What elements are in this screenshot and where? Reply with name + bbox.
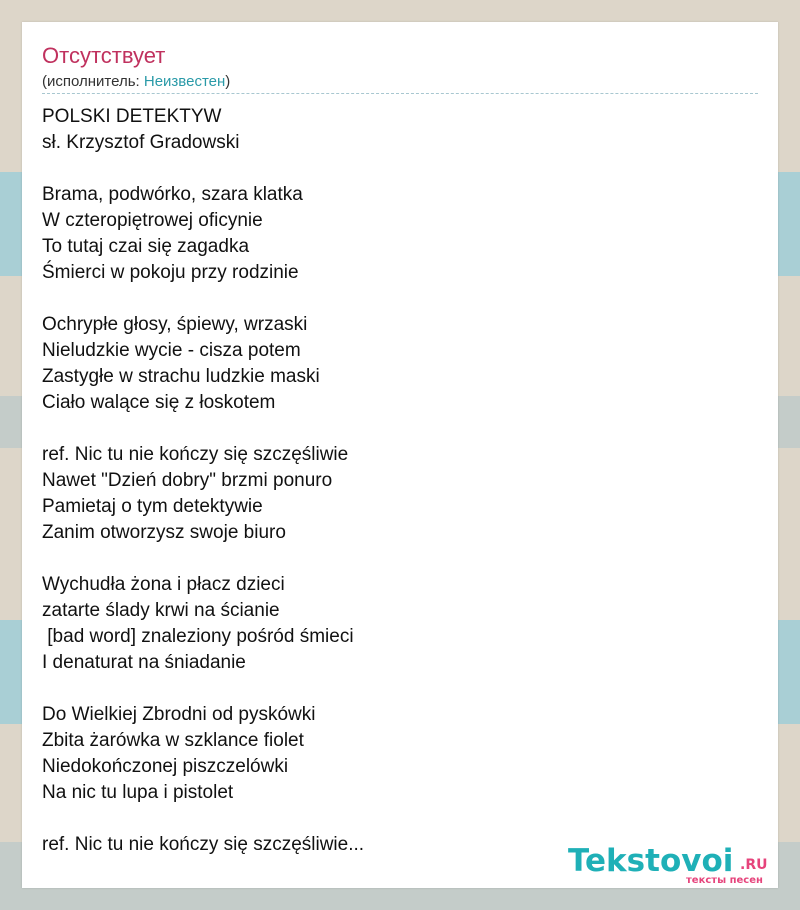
lyric-line: Na nic tu lupa i pistolet xyxy=(42,782,234,803)
lyric-line: I denaturat na śniadanie xyxy=(42,652,246,673)
divider xyxy=(42,93,758,94)
lyric-line: Ciało walące się z łoskotem xyxy=(42,392,276,413)
lyric-line xyxy=(42,546,742,572)
artist-link[interactable]: Неизвестен xyxy=(143,73,226,90)
lyric-line: To tutaj czai się zagadka xyxy=(42,236,250,257)
logo-tagline: тексты песен xyxy=(686,875,763,886)
lyric-line: ref. Nic tu nie kończy się szczęśliwie xyxy=(42,444,349,465)
artist-prefix: (исполнитель: xyxy=(42,73,144,90)
lyric-line: Zbita żarówka w szklance fiolet xyxy=(42,730,304,751)
lyric-line: Śmierci w pokoju przy rodzinie xyxy=(42,262,299,283)
lyric-line xyxy=(42,676,742,702)
lyric-line: Niedokończonej piszczelówki xyxy=(42,756,289,777)
lyric-line xyxy=(42,416,742,442)
lyric-line: ref. Nic tu nie kończy się szczęśliwie... xyxy=(42,834,365,855)
artist-line xyxy=(42,73,230,91)
lyric-line: POLSKI DETEKTYW xyxy=(42,106,222,127)
lyric-line: Zastygłe w strachu ludzkie maski xyxy=(42,366,320,387)
lyric-line: sł. Krzysztof Gradowski xyxy=(42,132,240,153)
artist-suffix: ) xyxy=(225,73,231,90)
lyric-line: Nieludzkie wycie - cisza potem xyxy=(42,340,301,361)
lyric-line: zatarte ślady krwi na ścianie xyxy=(42,600,280,621)
lyric-line: Zanim otworzysz swoje biuro xyxy=(42,522,286,543)
lyric-line: Brama, podwórko, szara klatka xyxy=(42,184,303,205)
site-logo[interactable] xyxy=(568,842,778,888)
lyric-line xyxy=(42,806,742,832)
lyric-line: Ochrypłe głosy, śpiewy, wrzaski xyxy=(42,314,308,335)
logo-name: Tekstovoi xyxy=(568,843,734,879)
lyric-line: Wychudła żona i płacz dzieci xyxy=(42,574,285,595)
lyric-line: Do Wielkiej Zbrodni od pyskówki xyxy=(42,704,316,725)
lyric-line: W czteropiętrowej oficynie xyxy=(42,210,263,231)
lyric-line: Nawet "Dzień dobry" brzmi ponuro xyxy=(42,470,333,491)
lyric-line xyxy=(42,156,742,182)
lyrics-card xyxy=(22,22,778,888)
song-title: Отсутствует xyxy=(42,43,166,68)
lyric-line: [bad word] znaleziony pośród śmieci xyxy=(42,626,354,647)
lyric-line xyxy=(42,286,742,312)
lyric-line: Pamietaj o tym detektywie xyxy=(42,496,263,517)
logo-domain: .RU xyxy=(740,857,768,873)
lyrics-text xyxy=(42,104,742,858)
